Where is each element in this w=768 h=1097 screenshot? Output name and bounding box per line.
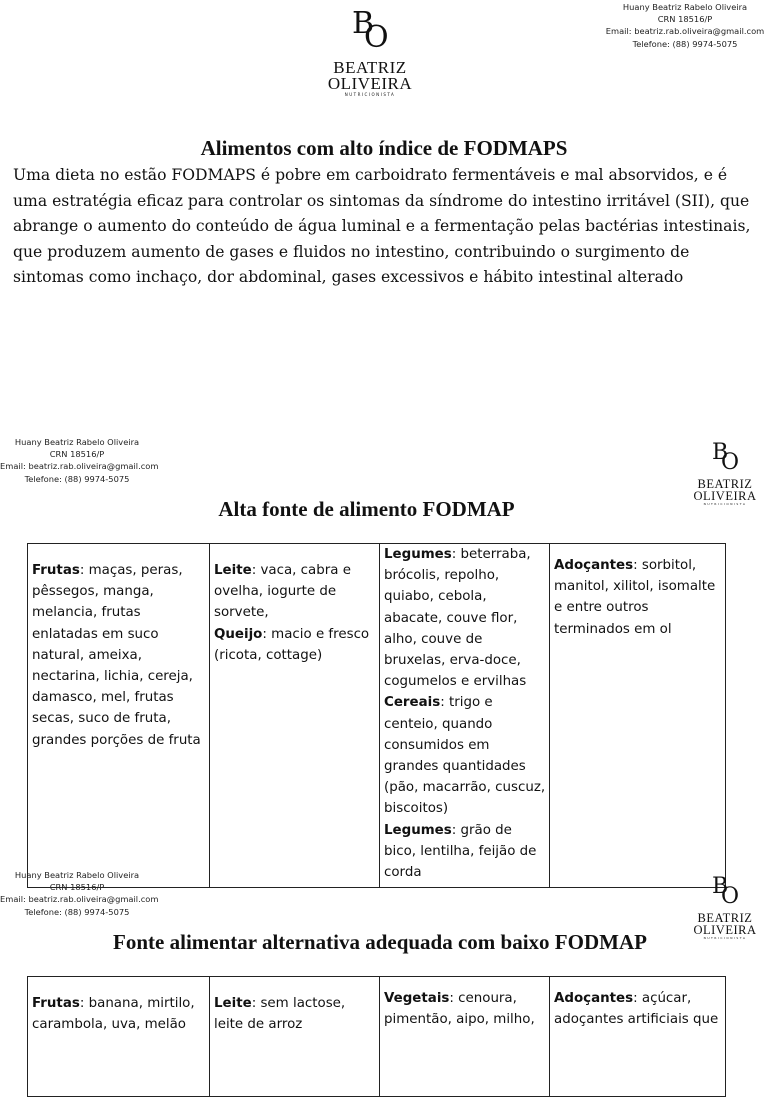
table-cell-fruits	[28, 977, 210, 1097]
label-frutas: Frutas	[32, 996, 80, 1011]
logo-monogram-o: O	[721, 450, 740, 475]
text-leite: : sem lactose, leite de arroz	[214, 996, 346, 1033]
label-legumes-2: Legumes	[384, 822, 452, 838]
contact-crn: CRN 18516/P	[49, 882, 105, 893]
label-legumes: Legumes	[384, 547, 452, 562]
text-leite: : vaca, cabra e ovelha, iogurte de sorvete,	[214, 563, 351, 621]
logo-top	[325, 6, 415, 102]
logo-line2: OLIVEIRA	[693, 489, 757, 503]
text-cereais: : trigo e centeio, quando consumidos em grandes quantidades (pão, macarrão, cuscuz, biscoitos)	[384, 695, 546, 817]
label-leite: Leite	[214, 996, 252, 1011]
contact-name: Huany Beatriz Rabelo Oliveira	[14, 870, 140, 880]
text-adocantes: : sorbitol, manitol, xilitol, isomalte e entre outros terminados em ol	[554, 558, 716, 637]
text-queijo: : macio e fresco (ricota, cottage)	[214, 626, 370, 663]
intro-line: uma estratégia eficaz para controlar os sintomas da síndrome do intestino irritável (SII), que	[13, 191, 750, 210]
label-leite: Leite	[214, 563, 252, 578]
logo-subtitle: NUTRICIONISTA	[703, 502, 747, 506]
logo-line1: BEATRIZ	[697, 477, 753, 491]
text-adocantes: : açúcar, adoçantes artificiais que	[554, 991, 719, 1028]
section1-title: Alimentos com alto índice de FODMAPS	[200, 136, 568, 160]
logo-monogram	[690, 874, 760, 910]
logo-line2: OLIVEIRA	[327, 74, 413, 93]
table-cell-dairy	[210, 977, 380, 1097]
table-row	[28, 977, 726, 1097]
table-cell-vegetables	[380, 977, 550, 1097]
label-adocantes: Adoçantes	[554, 558, 634, 573]
table-cell-dairy	[210, 544, 380, 888]
label-frutas: Frutas	[32, 563, 80, 578]
high-fodmap-table	[27, 543, 726, 888]
logo-subtitle: NUTRICIONISTA	[344, 92, 396, 97]
contact-block-bottom	[0, 869, 159, 918]
label-cereais: Cereais	[384, 695, 441, 711]
label-vegetais: Vegetais	[384, 991, 450, 1006]
contact-email: Email: beatriz.rab.oliveira@gmail.com	[0, 894, 159, 905]
contact-email: Email: beatriz.rab.oliveira@gmail.com	[0, 461, 159, 472]
logo-monogram-o: O	[721, 884, 740, 909]
section2-title: Alta fonte de alimento FODMAP	[218, 497, 515, 521]
intro-line: Uma dieta no estão FODMAPS é pobre em carboidrato fermentáveis e mal absorvidos, e é	[13, 166, 728, 184]
label-queijo: Queijo	[214, 626, 263, 642]
text-legumes: : beterraba, brócolis, repolho, quiabo, cebola, abacate, couve flor, alho, couve de bruxelas, erva-doce, cogumelos e ervilhas	[384, 547, 531, 690]
contact-block-middle	[0, 436, 159, 485]
logo-line1: BEATRIZ	[333, 58, 407, 77]
text-vegetais: : cenoura, pimentão, aipo, milho,	[384, 991, 535, 1028]
logo-subtitle: NUTRICIONISTA	[703, 936, 747, 940]
logo-monogram-b: B	[712, 874, 729, 899]
contact-crn: CRN 18516/P	[49, 449, 105, 460]
text-frutas: : maças, peras, pêssegos, manga, melancia, frutas enlatadas em suco natural, ameixa, nectarina, lichia, cereja, damasco, mel, frutas secas, suco de fruta, grandes porções de fruta	[32, 563, 201, 748]
table-cell-fruits	[28, 544, 210, 888]
table-cell-sweeteners	[550, 544, 726, 888]
contact-phone: Telefone: (88) 9974-5075	[24, 906, 130, 917]
contact-email: Email: beatriz.rab.oliveira@gmail.com	[605, 26, 765, 37]
logo-line1: BEATRIZ	[697, 911, 753, 925]
table-cell-sweeteners	[550, 977, 726, 1097]
logo-monogram	[325, 6, 415, 56]
text-legumes-2: : grão de bico, lentilha, feijão de corda	[384, 822, 537, 881]
contact-crn: CRN 18516/P	[657, 14, 713, 25]
intro-paragraph	[13, 163, 763, 291]
intro-line: que produzem aumento de gases e fluidos no intestino, contribuindo o surgimento de	[13, 242, 690, 261]
low-fodmap-table	[27, 976, 726, 1097]
logo-monogram-b: B	[352, 6, 375, 41]
contact-block-top	[600, 1, 768, 50]
section3-title: Fonte alimentar alternativa adequada com baixo FODMAP	[113, 930, 647, 954]
text-frutas: : banana, mirtilo, carambola, uva, melão	[32, 996, 195, 1033]
contact-name: Huany Beatriz Rabelo Oliveira	[622, 2, 748, 12]
logo-monogram-b: B	[712, 440, 729, 465]
logo-monogram	[690, 440, 760, 476]
label-adocantes: Adoçantes	[554, 991, 634, 1006]
contact-phone: Telefone: (88) 9974-5075	[24, 473, 130, 484]
table-cell-vegetables	[380, 544, 550, 888]
logo-monogram-o: O	[364, 20, 389, 55]
table-row	[28, 544, 726, 888]
contact-phone: Telefone: (88) 9974-5075	[632, 38, 738, 49]
contact-name: Huany Beatriz Rabelo Oliveira	[14, 437, 140, 447]
intro-line: abrange o aumento do conteúdo de água luminal e a fermentação pelas bactérias intestinais,	[13, 217, 751, 235]
intro-line: sintomas como inchaço, dor abdominal, gases excessivos e hábito intestinal alterado	[13, 268, 684, 286]
logo-line2: OLIVEIRA	[693, 923, 757, 937]
